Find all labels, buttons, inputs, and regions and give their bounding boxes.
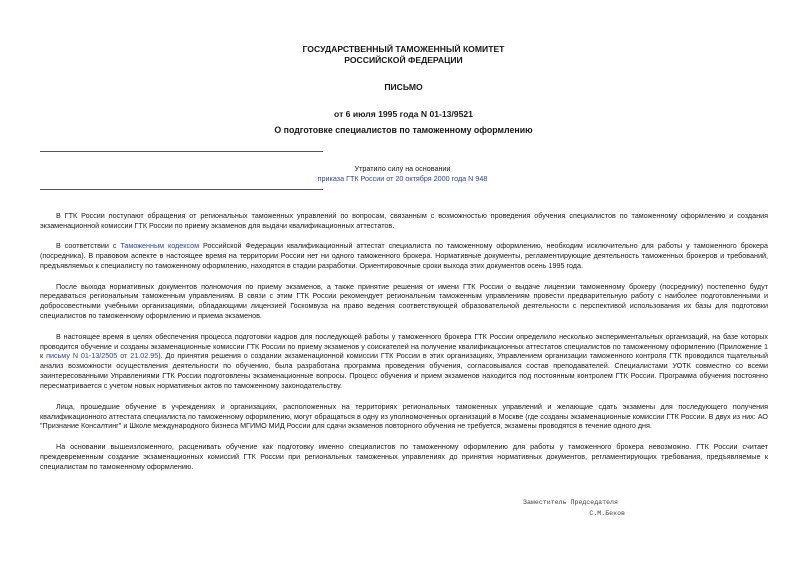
repeal-order-link[interactable]: приказа ГТК России от 20 октября 2000 года N 948 <box>317 174 488 183</box>
document-date-number: от 6 июля 1995 года N 01-13/9521 <box>334 109 473 119</box>
paragraph-2 <box>40 241 768 271</box>
paragraph-3: После выхода нормативных документов полномочия по приему экзаменов, а также принятие решения от имени ГТК России о выдаче лицензии таможенному брокеру (посреднику) постепенно будут передаваться региональным таможенным управлениям. В связи с этим ГТК России рекомендует региональным таможенным управлениям провести предварительную работу с наиболее подготовленными и добросовестными учебными организациями, обладающими лицензией Госкомвуза на право ведения соответствующей образовательной деятельности с перспективой использования их базы для подготовки специалистов по таможенному оформлению и приема экзаменов. <box>40 281 768 321</box>
paragraph-1: В ГТК России поступают обращения от региональных таможенных управлений по вопросам, связанным с возможностью проведения обучения специалистов по таможенному оформлению и создания экзаменационной комиссии ГТК России по приему экзаменов для выдачи квалификационных аттестатов. <box>40 211 768 230</box>
letter-2505-link[interactable]: письму N 01-13/2505 от 21.02.95 <box>46 351 159 361</box>
issuer-line-2: РОССИЙСКОЙ ФЕДЕРАЦИИ <box>344 55 463 65</box>
paragraph-2-start: В соответствии с <box>56 241 121 251</box>
document-title: О подготовке специалистов по таможенному оформлению <box>274 125 533 135</box>
signatory-position: Заместитель Председателя <box>523 499 618 506</box>
validity-note <box>280 164 525 184</box>
customs-code-link[interactable]: Таможенным кодексом <box>120 241 200 251</box>
paragraph-4 <box>40 332 768 391</box>
signature-block <box>523 498 625 519</box>
issuer-line-1: ГОСУДАРСТВЕННЫЙ ТАМОЖЕННЫЙ КОМИТЕТ <box>302 44 505 54</box>
signatory-name: С.М.Беков <box>589 509 625 517</box>
validity-note-text: Утратило силу на основании <box>354 164 451 173</box>
divider-bottom <box>40 189 323 190</box>
divider-top <box>40 151 323 152</box>
paragraph-5: Лица, прошедшие обучение в учреждениях и организациях, расположенных на территориях региональных таможенных управлений и желающие сдать экзамены для последующего получения квалификационного аттестата специалиста по таможенному оформлению, могут обращаться в одну из уполномоченных организаций в Москве (где созданы экзаменационные комиссии ГТК России. В двух из них: АО "Признание Консалтинг" и Школе международного бизнеса МГИМО МИД России для сдачи экзаменов повторного обучения не требуется, экзамены проводятся в течение одного дня. <box>40 401 768 431</box>
paragraph-4-start: В настоящее время в целях обеспечения процесса подготовки кадров для последующей работы у таможенного брокера ГТК России определило несколько экспериментальных организаций, на базе которых проводится обучение и созданы экзаменационные комиссии ГТК России по приему экзаменов у соискателей на получение квалификационных аттестатов специалистов по таможенному оформлению (Приложение 1 к <box>40 331 768 361</box>
document-type: ПИСЬМО <box>384 82 423 92</box>
paragraph-6: На основании вышеизложенного, расценивать обучение как подготовку именно специалистов по таможенному оформлению для работы у таможенного брокера невозможно. ГТК России считает преждевременным создание экзаменационных комиссий ГТК России при региональных таможенных управлениях до принятия нормативных документов, регламентирующих требования, предъявляемые к специалистам по таможенному оформлению. <box>40 441 768 471</box>
document-header <box>0 44 807 120</box>
paragraph-4-end: ). До принятия решения о создании экзаменационной комиссии ГТК России в этих организациях, Управлением организации таможенного контроля ГТК проводился тщательный анализ возможности осуществления деятельности по обучению, была разработана программа проведения обучения, согласовывался состав преподавателей. Специалистами УОТК совместно со всеми заинтересованными Управлениями ГТК России подготовлены экзаменационные вопросы. Процесс обучения и прием экзаменов находится под постоянным контролем ГТК России. Программа обучения постоянно пересматривается с учетом новых нормативных актов по таможенному законодательству. <box>40 351 768 391</box>
document-body <box>40 211 768 482</box>
paragraph-2-end: Российской Федерации квалификационный аттестат специалиста по таможенному оформлению, необходим исключительно для работы у таможенного брокера (посредника). В правовом аспекте в настоящее время на территории России нет ни одного таможенного брокера. Нормативные документы, регламентирующие деятельность таможенных брокеров и требований, предъявляемых к специалисту по таможенному оформлению, находятся в стадии разработки. Ориентировочные сроки выхода этих документов осень 1995 года. <box>40 241 768 271</box>
